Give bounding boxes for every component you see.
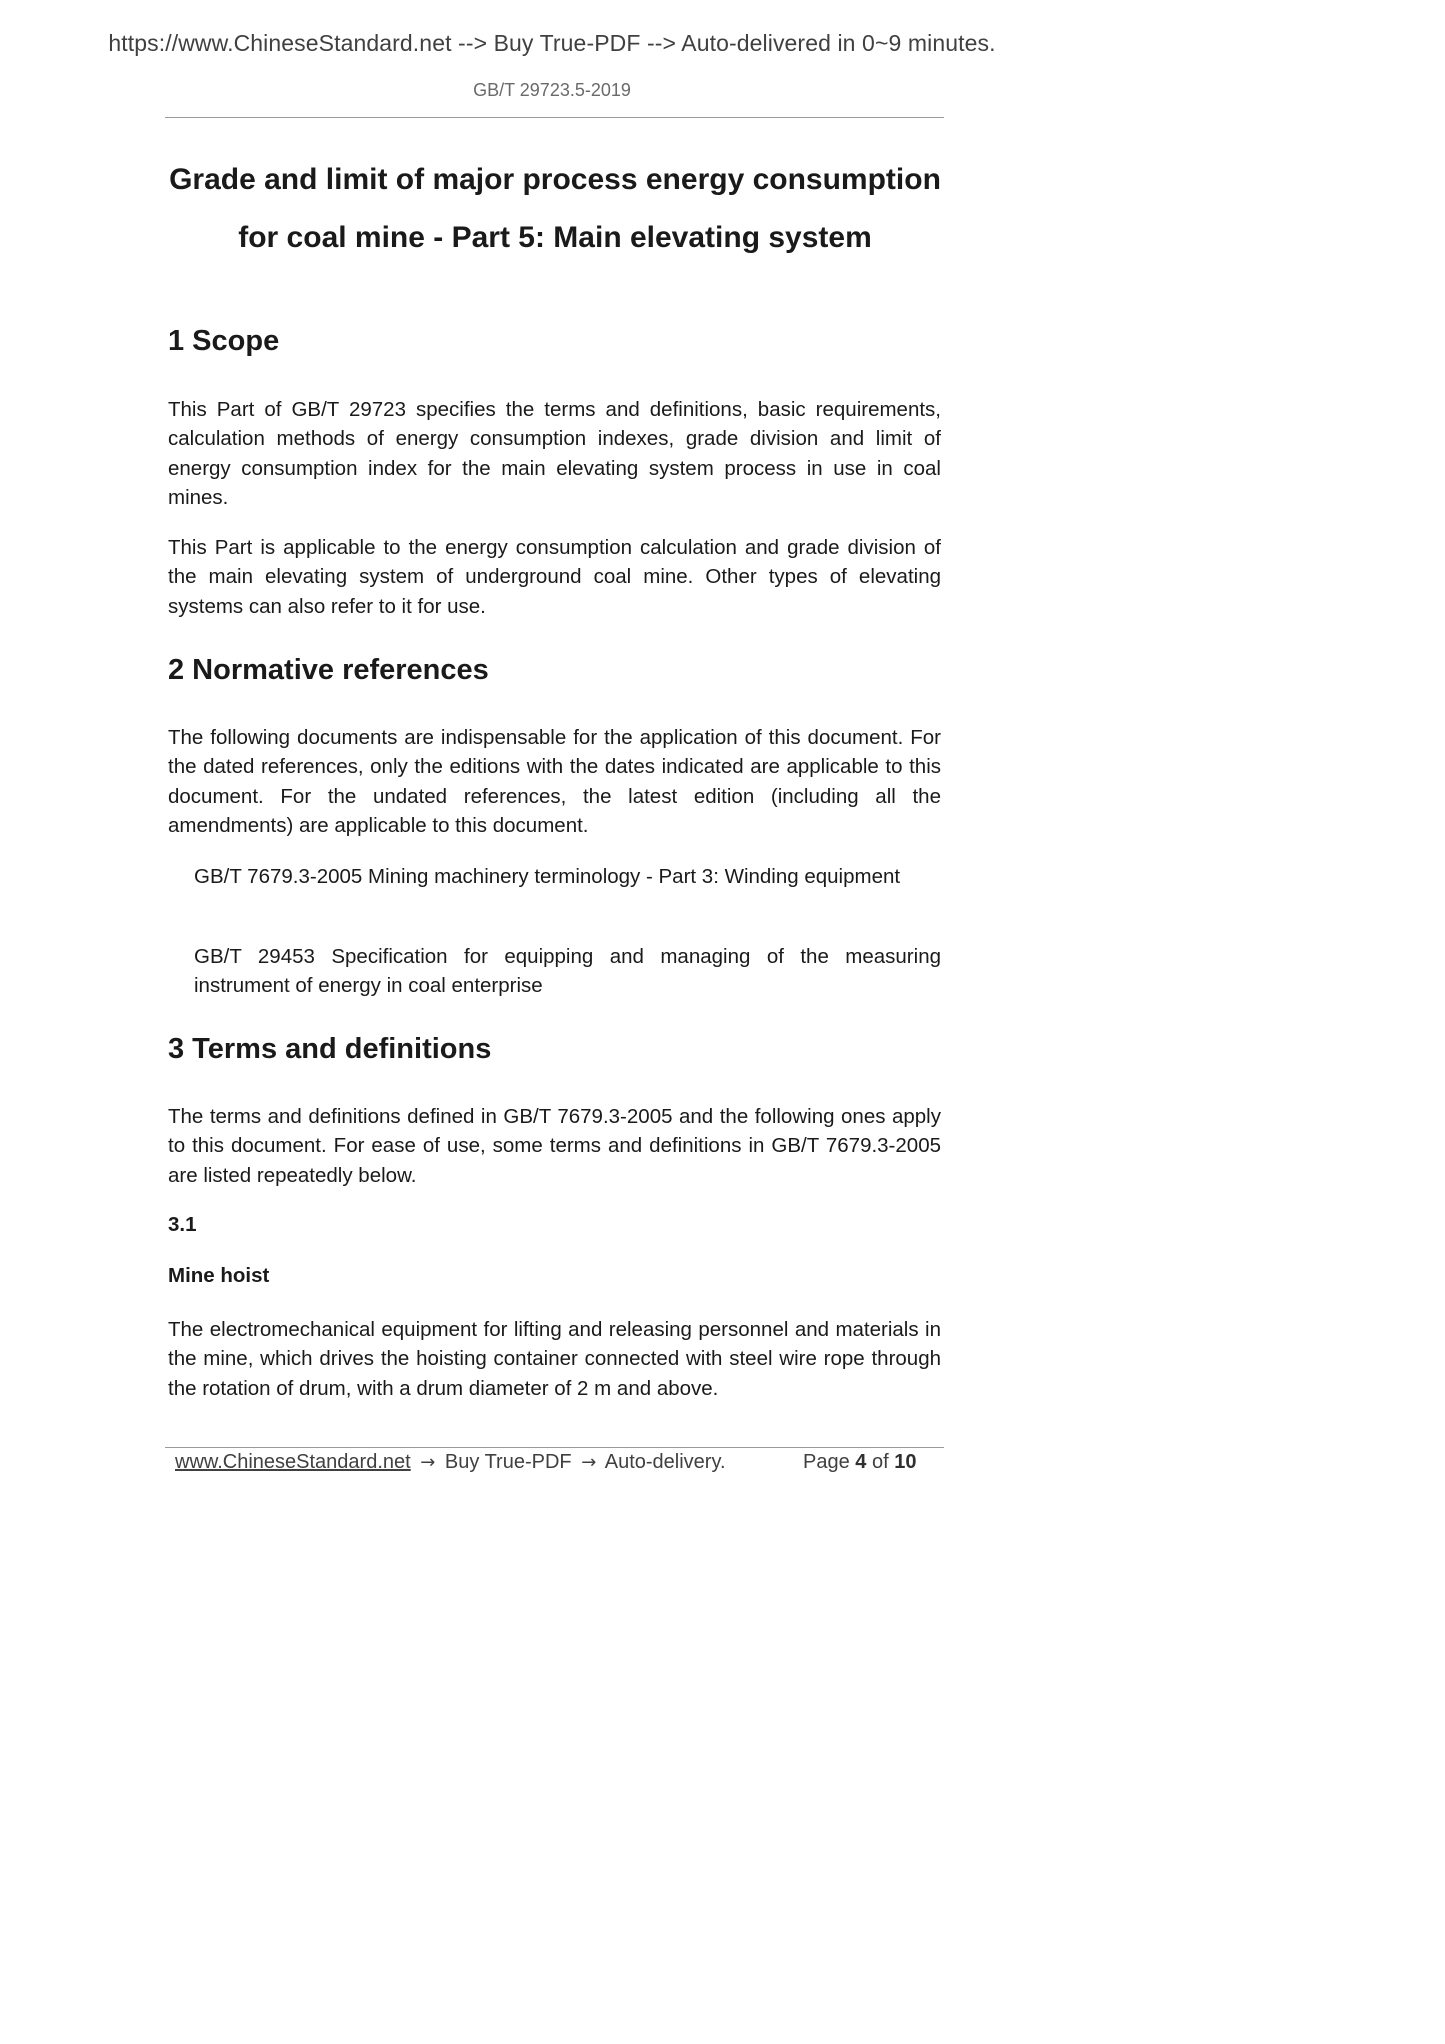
normative-reference-item: GB/T 7679.3-2005 Mining machinery terminology - Part 3: Winding equipment [194, 865, 901, 888]
page-footer [175, 1451, 935, 1474]
footer-site-link[interactable]: www.ChineseStandard.net [175, 1451, 411, 1473]
page-current: 4 [855, 1451, 867, 1473]
section-heading-normative-references: 2 Normative references [168, 654, 489, 686]
term-name: Mine hoist [168, 1264, 270, 1287]
footer-delivery-text: Auto-delivery. [604, 1451, 726, 1473]
term-number: 3.1 [168, 1213, 197, 1236]
terms-intro-paragraph: The terms and definitions defined in GB/T 7679.3-2005 and the following ones apply to this document. For ease of use, some terms and definitions in GB/T 7679.3-2005 are listed repeatedly below. [168, 1105, 941, 1187]
page-total: 10 [894, 1451, 917, 1473]
document-title-line-2: for coal mine - Part 5: Main elevating system [238, 221, 872, 254]
standard-number: GB/T 29723.5-2019 [473, 80, 631, 100]
footer-buy-text: Buy True-PDF [444, 1451, 572, 1473]
arrow-right-icon: → [420, 1452, 436, 1473]
of-word: of [871, 1451, 889, 1473]
normative-reference-item: GB/T 29453 Specification for equipping and managing of the measuring instrument of energy in coal enterprise [194, 945, 941, 998]
document-title-line-1: Grade and limit of major process energy consumption [169, 163, 941, 196]
header-divider [165, 117, 944, 118]
footer-divider [165, 1447, 944, 1448]
page-indicator [803, 1451, 916, 1474]
section-heading-terms-definitions: 3 Terms and definitions [168, 1033, 492, 1065]
term-definition: The electromechanical equipment for lifting and releasing personnel and materials in the mine, which drives the hoisting container connected with steel wire rope through the rotation of drum, with a drum diameter of 2 m and above. [168, 1318, 941, 1400]
site-banner[interactable]: https://www.ChineseStandard.net --> Buy True-PDF --> Auto-delivered in 0~9 minutes. [108, 30, 996, 56]
arrow-right-icon: → [581, 1452, 597, 1473]
scope-paragraph-2: This Part is applicable to the energy consumption calculation and grade division of the main elevating system of underground coal mine. Other types of elevating systems can also refer to it for use. [168, 536, 941, 618]
normative-intro-paragraph: The following documents are indispensable for the application of this document. For the dated references, only the editions with the dates indicated are applicable to this document. For the undated references, the latest edition (including all the amendments) are applicable to this document. [168, 726, 941, 837]
page-word: Page [803, 1451, 850, 1473]
section-heading-scope: 1 Scope [168, 325, 280, 357]
scope-paragraph-1: This Part of GB/T 29723 specifies the terms and definitions, basic requirements, calculation methods of energy consumption indexes, grade division and limit of energy consumption index for the main elevating system process in use in coal mines. [168, 398, 941, 509]
